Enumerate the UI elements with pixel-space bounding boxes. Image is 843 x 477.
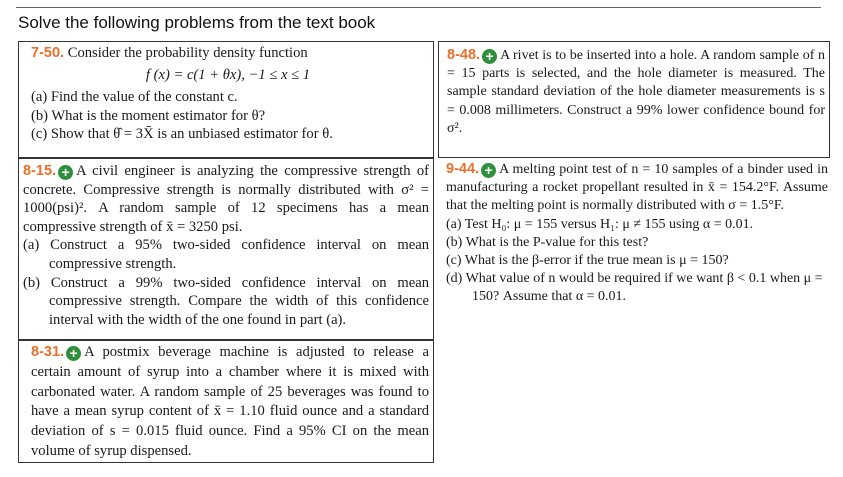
plus-icon[interactable]: + <box>58 165 73 180</box>
problem-text: A postmix beverage machine is adjusted to release a certain amount of syrup into a chamber where it is mixed with carbonated water. A random sample of 25 beverages was found to have a mean syrup content of x̄ = 1.10 fluid ounce and a standard deviation of s = 0.015 fluid ounce. Find a 95% CI on the mean volume of syrup dispensed. <box>31 344 429 459</box>
plus-icon[interactable]: + <box>482 49 497 64</box>
problem-number: 7-50. <box>31 45 65 61</box>
problem-9-44 <box>446 160 828 307</box>
problem-intro: Consider the probability density function <box>67 45 308 61</box>
problem-8-48-box <box>438 41 830 158</box>
plus-icon[interactable]: + <box>481 163 496 178</box>
part-b: (b) Construct a 99% two-sided confidence interval on mean compressive strength. Compare the width of this confidence interval with the width of the one found in part (a). <box>23 274 429 328</box>
plus-icon[interactable]: + <box>66 346 81 361</box>
part-d: (d) What value of n would be required if we want β < 0.1 when μ = 150? Assume that α = 0.01. <box>446 271 823 305</box>
part-a: (a) Construct a 95% two-sided confidence interval on mean compressive strength. <box>23 237 429 272</box>
part-b: (b) What is the P-value for this test? <box>446 234 649 250</box>
problem-7-50-box <box>18 41 434 158</box>
problem-number: 9-44. <box>446 161 480 177</box>
problem-number: 8-31. <box>31 344 65 360</box>
problem-text: A melting point test of n = 10 samples of a binder used in manufacturing a rocket propellant resulted in x̄ = 154.2°F. Assume that the melting point is normally distributed with σ = 1.5°F. <box>446 162 828 214</box>
part-c: (c) Show that θ̂ = 3X̄ is an unbiased estimator for θ. <box>31 126 333 143</box>
part-a: (a) Test H₀: μ = 155 versus H₁: μ ≠ 155 using α = 0.01. <box>446 216 754 232</box>
page-header: Solve the following problems from the text book <box>18 13 376 32</box>
pdf-formula: f (x) = c(1 + θx), −1 ≤ x ≤ 1 <box>145 66 311 83</box>
problem-8-31-box <box>18 340 434 463</box>
top-divider <box>16 7 821 8</box>
part-b: (b) What is the moment estimator for θ? <box>31 107 266 124</box>
problem-text: A civil engineer is analyzing the compressive strength of concrete. Compressive strength is normally distributed with σ² = 1000(psi)². A random sample of 12 specimens has a mean compressive strength of x̄ = 3250 psi. <box>23 163 429 235</box>
problem-text: A rivet is to be inserted into a hole. A random sample of n = 15 parts is selected, and the hole diameter is measured. The sample standard deviation of the hole diameter measurements is s = 0.008 millimeters. Construct a 99% lower confidence bound for σ². <box>447 48 825 136</box>
part-a: (a) Find the value of the constant c. <box>31 89 238 106</box>
problem-number: 8-48. <box>447 47 481 63</box>
problem-8-15-box <box>18 158 434 340</box>
part-c: (c) What is the β-error if the true mean is μ = 150? <box>446 253 729 269</box>
problem-number: 8-15. <box>23 163 57 179</box>
